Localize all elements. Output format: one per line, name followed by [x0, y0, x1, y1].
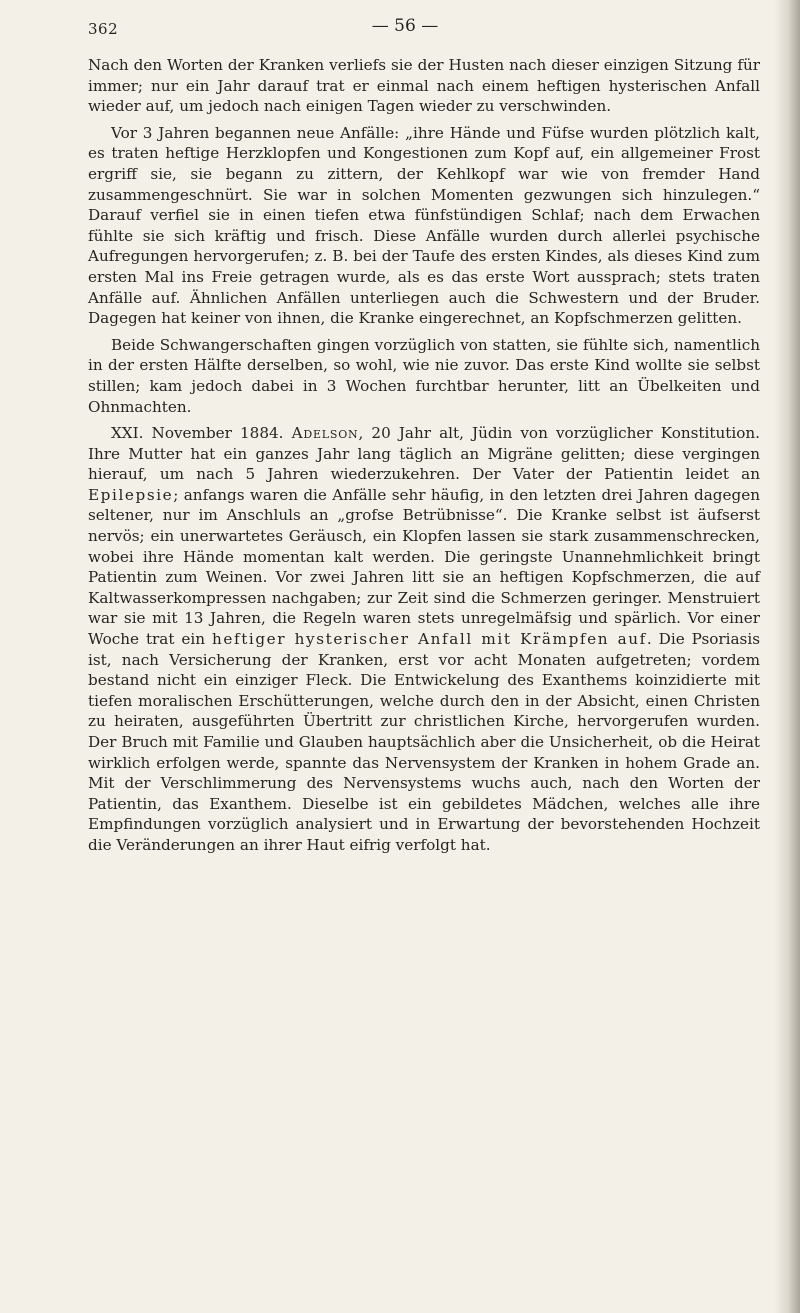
page-number: — 56 — [371, 16, 439, 36]
corner-page-number: 362 [88, 20, 119, 38]
page-edge-shadow [774, 0, 800, 1313]
emphasis-epilepsie: Epilepsie [88, 485, 174, 504]
paragraph-anfaelle: Vor 3 Jahren begannen neue Anfälle: „ihre Hände und Füfse wurden plötzlich kalt, es traten heftige Herzklopfen und Kongestionen zum Kopf auf, ein allgemeiner Frost ergriff sie, sie begann zu zittern, der Kehlkopf war wie von fremder Hand zusammengeschnürt. Sie war in solchen Momenten gezwungen sich hinzulegen.“ Darauf verfiel sie in einen tiefen etwa fünfstündigen Schlaf; nach dem Erwachen fühlte sie sich kräftig und frisch. Diese Anfälle wurden durch allerlei psychische Aufregungen hervorgerufen; z. B. bei der Taufe des ersten Kindes, als dieses Kind zum ersten Mal ins Freie getragen wurde, als es das erste Wort aussprach; stets traten Anfälle auf. Ähnlichen Anfällen unterliegen auch die Schwestern und der Bruder. Dagegen hat keiner von ihnen, die Kranke eingerechnet, an Kopfschmerzen gelitten. [88, 123, 760, 328]
patient-name: Adelson [291, 424, 359, 443]
case-text-1: , 20 Jahr alt, Jüdin von vorzüglicher Konstitution. Ihre Mutter hat ein ganzes Jahr lang täglich an Migräne gelitten; diese vergingen hierauf, um nach 5 Jahren wiederzukehren. Der Vater der Patientin leidet an [88, 424, 760, 484]
paragraph-husten: Nach den Worten der Kranken verliefs sie der Husten nach dieser einzigen Sitzung für immer; nur ein Jahr darauf trat er einmal nach einem heftigen hysterischen Anfall wieder auf, um jedoch nach einigen Tagen wieder zu verschwinden. [88, 56, 760, 116]
case-heading: XXI. November 1884. [111, 424, 284, 443]
paragraph-case-xxi [88, 423, 760, 855]
paragraph-schwangerschaften: Beide Schwangerschaften gingen vorzüglich von statten, sie fühlte sich, namentlich in der ersten Hälfte derselben, so wohl, wie nie zuvor. Das erste Kind wollte sie selbst stillen; kam jedoch dabei in 3 Wochen furchtbar herunter, litt an Übelkeiten und Ohnmachten. [88, 335, 760, 416]
case-text-2: ; anfangs waren die Anfälle sehr häufig, in den letzten drei Jahren dagegen seltener, nur im Anschluls an „grofse Betrübnisse“. Die Kranke selbst ist äufserst nervös; ein unerwartetes Geräusch, ein Klopfen lassen sie stark zusammenschrecken, wobei ihre Hände momentan kalt werden. Die geringste Unannehmlichkeit bringt Patientin zum Weinen. Vor zwei Jahren litt sie an heftigen Kopfschmerzen, die auf Kaltwasserkompressen nachgaben; zur Zeit sind die Schmerzen geringer. Menstruiert war sie mit 13 Jahren, die Regeln waren stets unregelmäfsig und spärlich. Vor einer Woche trat ein [88, 485, 760, 649]
case-text-3: . Die Psoriasis ist, nach Versicherung der Kranken, erst vor acht Monaten aufgetreten; vordem bestand nicht ein einziger Fleck. Die Entwickelung des Exanthems koinzidierte mit tiefen moralischen Erschütterungen, welche durch den in der Absicht, einen Christen zu heiraten, ausgeführten Übertritt zur christlichen Kirche, hervorgerufen wurden. Der Bruch mit Familie und Glauben hauptsächlich aber die Unsicherheit, ob die Heirat wirklich erfolgen werde, spannte das Nervensystem der Kranken in hohem Grade an. Mit der Verschlimmerung des Nervensystems wuchs auch, nach den Worten der Patientin, das Exanthem. Dieselbe ist ein gebildetes Mädchen, welches alle ihre Empfindungen vorzüglich analysiert und in Erwartung der bevorstehenden Hochzeit die Veränderungen an ihrer Haut eifrig verfolgt hat. [88, 630, 760, 854]
emphasis-anfall: heftiger hysterischer Anfall mit Krämpfen auf [212, 630, 647, 649]
body-text [88, 55, 760, 862]
